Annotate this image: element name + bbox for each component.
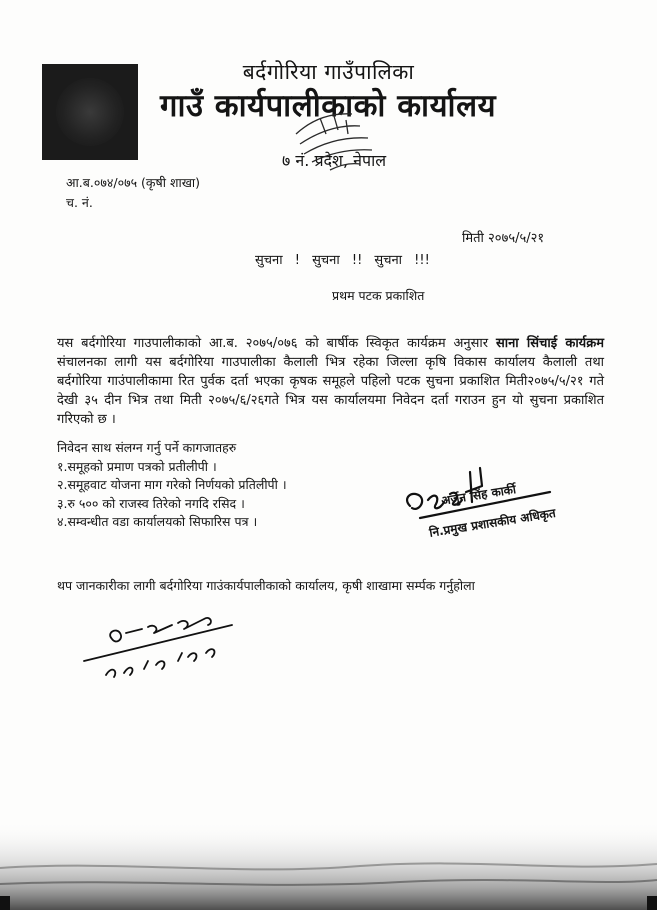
body-part-2: संचालनका लागी यस बर्दगोरिया गाउपालीका कैलाली भित्र रहेका जिल्ला कृषि विकास कार्यालय कैलाली तथा बर्दगोरिया गाउंपालीकामा रित पुर्वक दर्ता भएका कृषक समूहले पहिलो पटक सुचना प्रकाशित मिती२०७५/५/२१ गते देखी ३५ दीन भित्र तथा मिती २०७५/६/२६गते भित्र यस कार्यालयमा निवेदन दर्ता गराउन हुन यो सुचना प्रकाशित गरिएको छ । [57,355,604,427]
body-part-1: यस बर्दगोरिया गाउपालीकाको आ.ब. २०७५/०७६ को बार्षीक स्विकृत कार्यक्रम अनुसार [57,336,496,351]
first-publication-label: प्रथम पटक प्रकाशित [332,288,425,303]
municipality-name: बर्दगोरिया गाउँपालिका [242,60,415,84]
office-stamp [290,104,380,176]
signatory-name: अर्जुन सिंह कार्की [440,482,517,508]
scan-corner-mark [0,896,10,910]
notice-body [57,334,604,429]
notice-heading: सुचना ! सुचना !! सुचना !!! [255,253,430,268]
document-item: २.समूहवाट योजना माग गरेको निर्णयको प्रतिलीपी । [57,477,287,492]
fiscal-year-reference: आ.ब.०७४/०७५ (कृषी शाखा) [66,175,201,190]
letter-date: मिती २०७५/५/२१ [462,231,545,246]
office-title: गाउँ कार्यपालीकाको कार्यालय [160,88,497,124]
program-name: साना सिंचाई कार्यक्रम [495,336,604,351]
document-item: ४.सम्वन्धीत वडा कार्यालयको सिफारिस पत्र । [57,514,258,529]
province-line: ७ नं. प्रदेश, नेपाल [282,151,387,170]
letter-number: च. नं. [66,195,93,210]
required-documents [57,439,287,532]
documents-heading: निवेदन साथ संलग्न गर्नु पर्ने कागजातहरु [57,440,237,455]
handwritten-note [82,605,252,685]
document-item: १.समूहको प्रमाण पत्रको प्रतीलीपी । [57,458,217,474]
contact-footer: थप जानकारीका लागी बर्दगोरिया गाउंकार्यपालीकाको कार्यालय, कृषी शाखामा सर्म्पक गर्नुहोला [57,578,475,593]
document-item: ३.रु ५०० को राजस्व तिरेको नगदि रसिद । [57,495,245,511]
scan-shadow [0,820,657,910]
scan-corner-mark [647,896,657,910]
signatory-title: नि.प्रमुख प्रशासकीय अधिकृत [428,505,557,540]
